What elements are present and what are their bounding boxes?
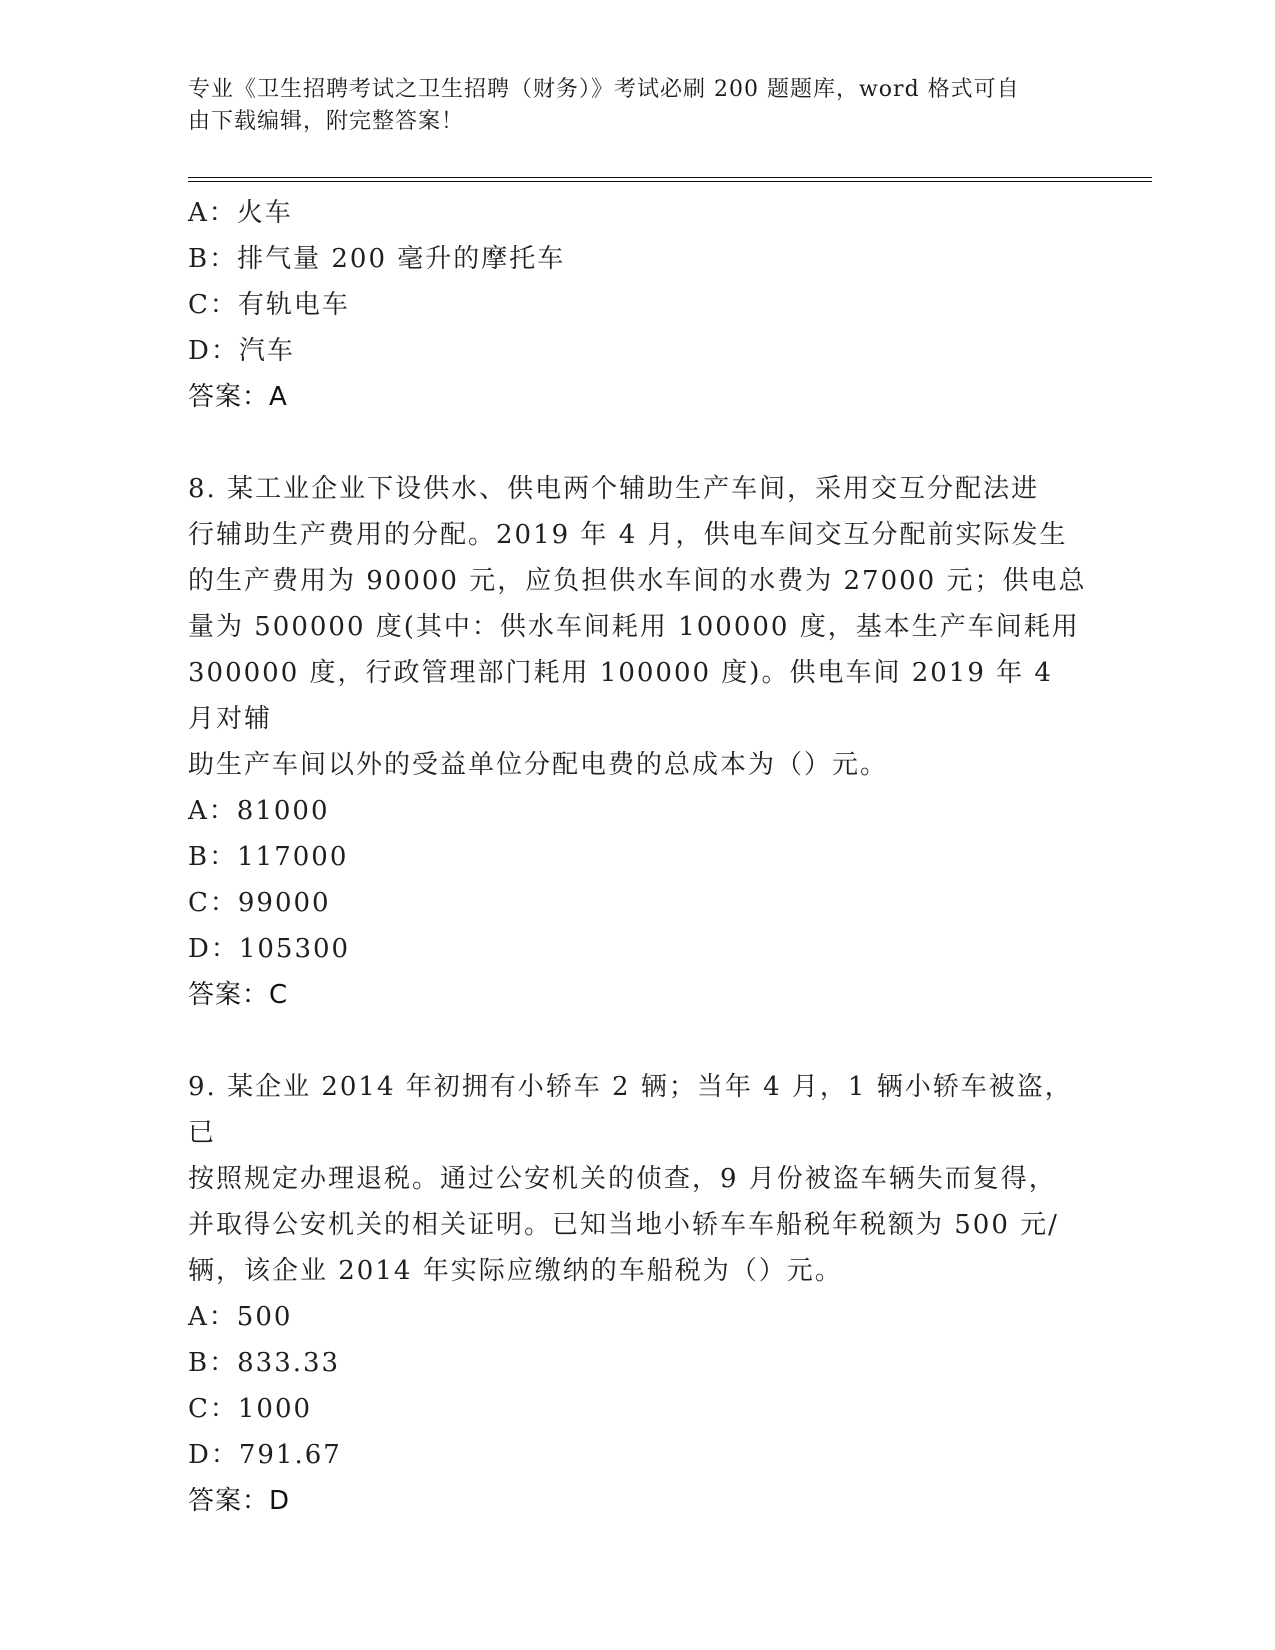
answer-line: 答案：D xyxy=(188,1486,291,1516)
option-d: D：105300 xyxy=(188,934,351,964)
answer-line: 答案：C xyxy=(188,980,289,1010)
stem-line: 并取得公安机关的相关证明。已知当地小轿车车船税年税额为 500 元/ xyxy=(188,1210,1059,1240)
stem-line: 8. 某工业企业下设供水、供电两个辅助生产车间，采用交互分配法进 xyxy=(188,474,1040,504)
header-divider-top xyxy=(188,177,1152,178)
header-line-2: 由下载编辑，附完整答案！ xyxy=(188,109,465,134)
question-stem xyxy=(188,1064,1088,1294)
header-divider-bottom xyxy=(188,181,1152,182)
question-stem xyxy=(188,466,1088,788)
stem-line: 助生产车间以外的受益单位分配电费的总成本为（）元。 xyxy=(188,750,889,780)
option-c: C：1000 xyxy=(188,1394,313,1424)
option-a: A：81000 xyxy=(188,796,330,826)
stem-line: 的生产费用为 90000 元，应负担供水车间的水费为 27000 元；供电总 xyxy=(188,566,1087,596)
option-b: B：排气量 200 毫升的摩托车 xyxy=(188,244,566,274)
stem-line: 9. 某企业 2014 年初拥有小轿车 2 辆；当年 4 月，1 辆小轿车被盗，已 xyxy=(188,1072,1073,1148)
option-d: D：791.67 xyxy=(188,1440,342,1470)
stem-line: 按照规定办理退税。通过公安机关的侦查，9 月份被盗车辆失而复得， xyxy=(188,1164,1057,1194)
option-b: B：833.33 xyxy=(188,1348,341,1378)
previous-question xyxy=(188,190,1088,420)
question-9 xyxy=(188,1064,1088,1524)
option-a: A：火车 xyxy=(188,198,293,228)
header-line-1: 专业《卫生招聘考试之卫生招聘（财务）》考试必刷 200 题题库，word 格式可自 xyxy=(188,77,1020,102)
option-d: D：汽车 xyxy=(188,336,295,366)
option-c: C：有轨电车 xyxy=(188,290,350,320)
question-8 xyxy=(188,466,1088,1018)
option-c: C：99000 xyxy=(188,888,331,918)
option-b: B：117000 xyxy=(188,842,349,872)
answer-line: 答案：A xyxy=(188,382,288,412)
option-a: A：500 xyxy=(188,1302,293,1332)
stem-line: 行辅助生产费用的分配。2019 年 4 月，供电车间交互分配前实际发生 xyxy=(188,520,1068,550)
question-content xyxy=(188,190,1088,1524)
stem-line: 300000 度，行政管理部门耗用 100000 度)。供电车间 2019 年 4 月对辅 xyxy=(188,658,1053,734)
stem-line: 量为 500000 度(其中：供水车间耗用 100000 度，基本生产车间耗用 xyxy=(188,612,1080,642)
document-header xyxy=(188,74,1088,138)
stem-line: 辆，该企业 2014 年实际应缴纳的车船税为（）元。 xyxy=(188,1256,843,1286)
